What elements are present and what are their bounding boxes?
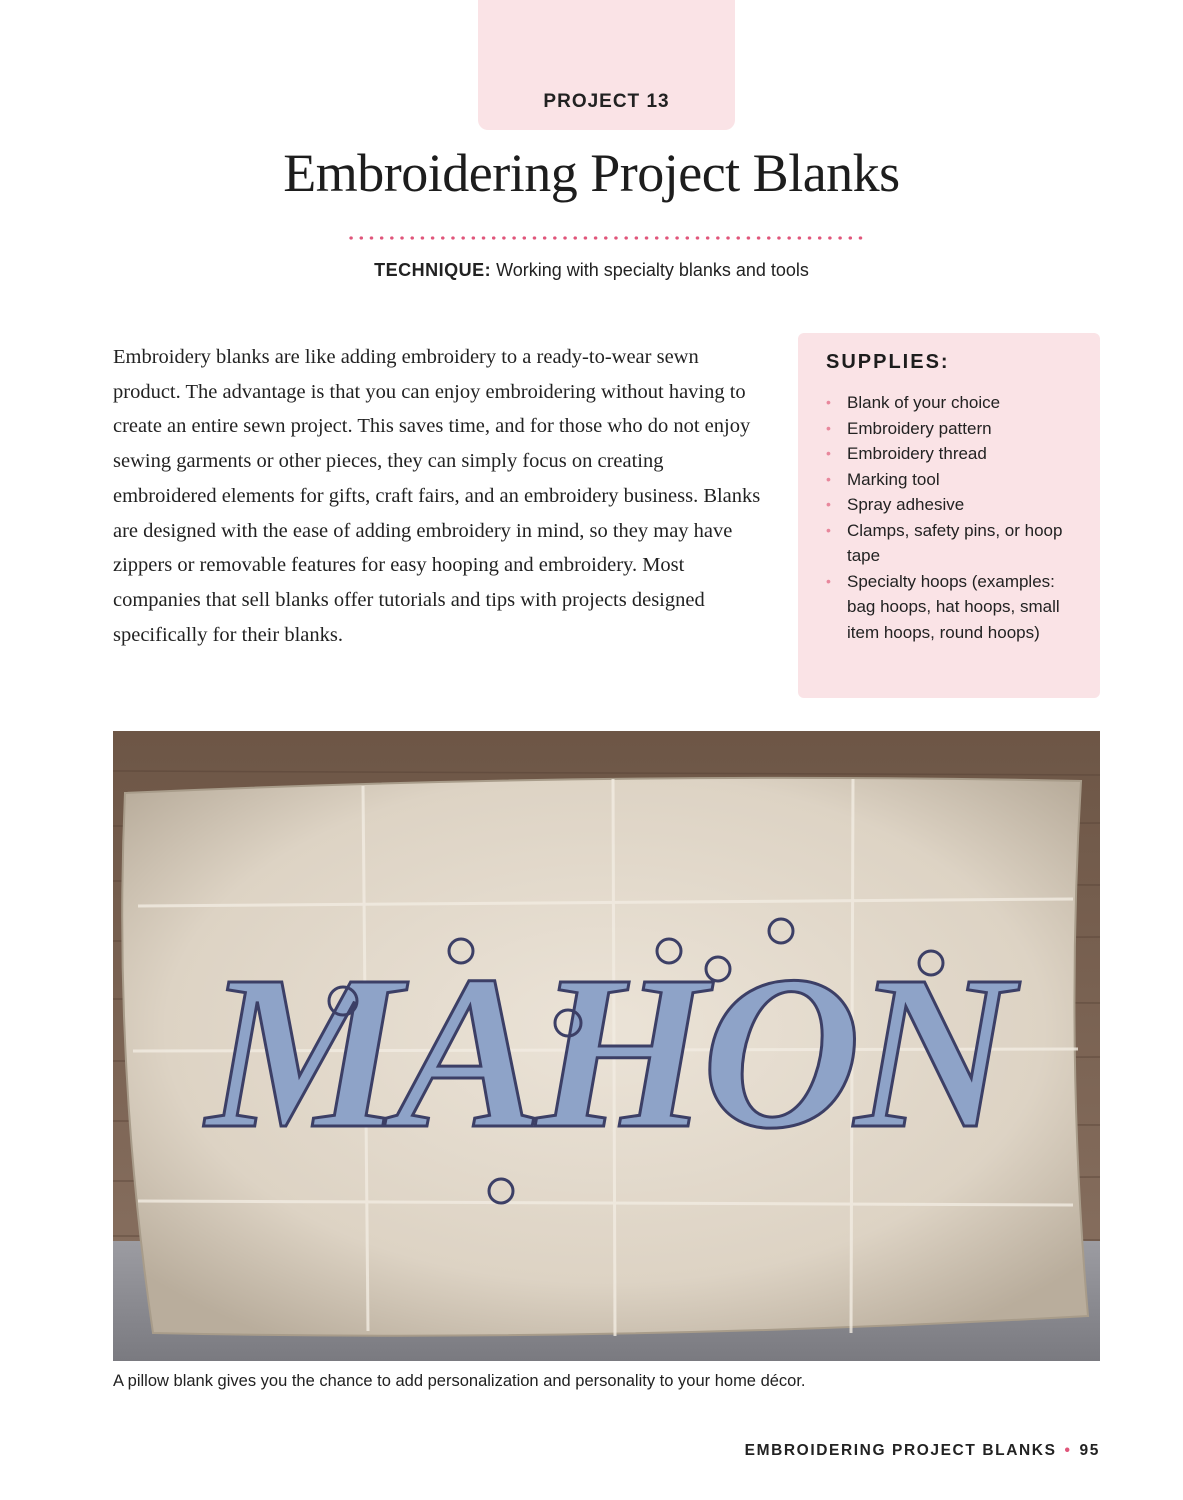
page-number: 95 xyxy=(1079,1442,1100,1459)
technique-text: Working with specialty blanks and tools xyxy=(496,260,809,280)
supplies-heading: SUPPLIES: xyxy=(826,351,950,373)
supply-item: • Spray adhesive xyxy=(826,492,1080,518)
dotted-divider xyxy=(346,236,866,240)
project-label: PROJECT 13 xyxy=(543,91,670,112)
pillow-illustration xyxy=(113,731,1100,1361)
technique-label: TECHNIQUE: xyxy=(374,260,492,280)
page-title: Embroidering Project Blanks xyxy=(283,143,900,203)
bullet-icon: • xyxy=(826,572,831,589)
supply-item: • Embroidery pattern xyxy=(826,416,1080,442)
project-tab xyxy=(478,0,735,130)
bullet-icon: • xyxy=(826,419,831,436)
footer-separator-icon: • xyxy=(1064,1442,1072,1459)
supply-item: • Blank of your choice xyxy=(826,390,1080,416)
supplies-list xyxy=(826,390,1080,645)
page-footer xyxy=(745,1442,1100,1460)
supplies-box xyxy=(798,333,1100,698)
bullet-icon: • xyxy=(826,470,831,487)
pillow-photo xyxy=(113,731,1100,1361)
supply-item: • Clamps, safety pins, or hoop tape xyxy=(826,518,1080,569)
bullet-icon: • xyxy=(826,445,831,461)
embroidered-text: MAHON xyxy=(206,930,1008,1174)
supply-item: • Marking tool xyxy=(826,467,1080,493)
intro-paragraph: Embroidery blanks are like adding embroidery to a ready-to-wear sewn product. The advantage is that you can enjoy embroidering without having to create an entire sewn project. This saves time, and for those who do not enjoy sewing garments or other pieces, they can simply focus on creating embroidered elements for gifts, craft fairs, and an embroidery business. Blanks are designed with the ease of adding embroidery in mind, so they may have zippers or removable features for easy hooping and embroidery. Most companies that sell blanks offer tutorials and tips with projects designed specifically for their blanks. xyxy=(113,346,761,646)
technique-line xyxy=(0,260,1183,281)
bullet-icon: • xyxy=(826,521,831,538)
bullet-icon: • xyxy=(826,496,831,512)
supply-item: • Embroidery thread xyxy=(826,441,1080,467)
photo-caption: A pillow blank gives you the chance to add personalization and personality to your home décor. xyxy=(113,1372,806,1390)
supply-item: • Specialty hoops (examples: bag hoops, hat hoops, small item hoops, round hoops) xyxy=(826,569,1080,646)
bullet-icon: • xyxy=(826,394,831,410)
running-title: EMBROIDERING PROJECT BLANKS xyxy=(744,1442,1057,1459)
